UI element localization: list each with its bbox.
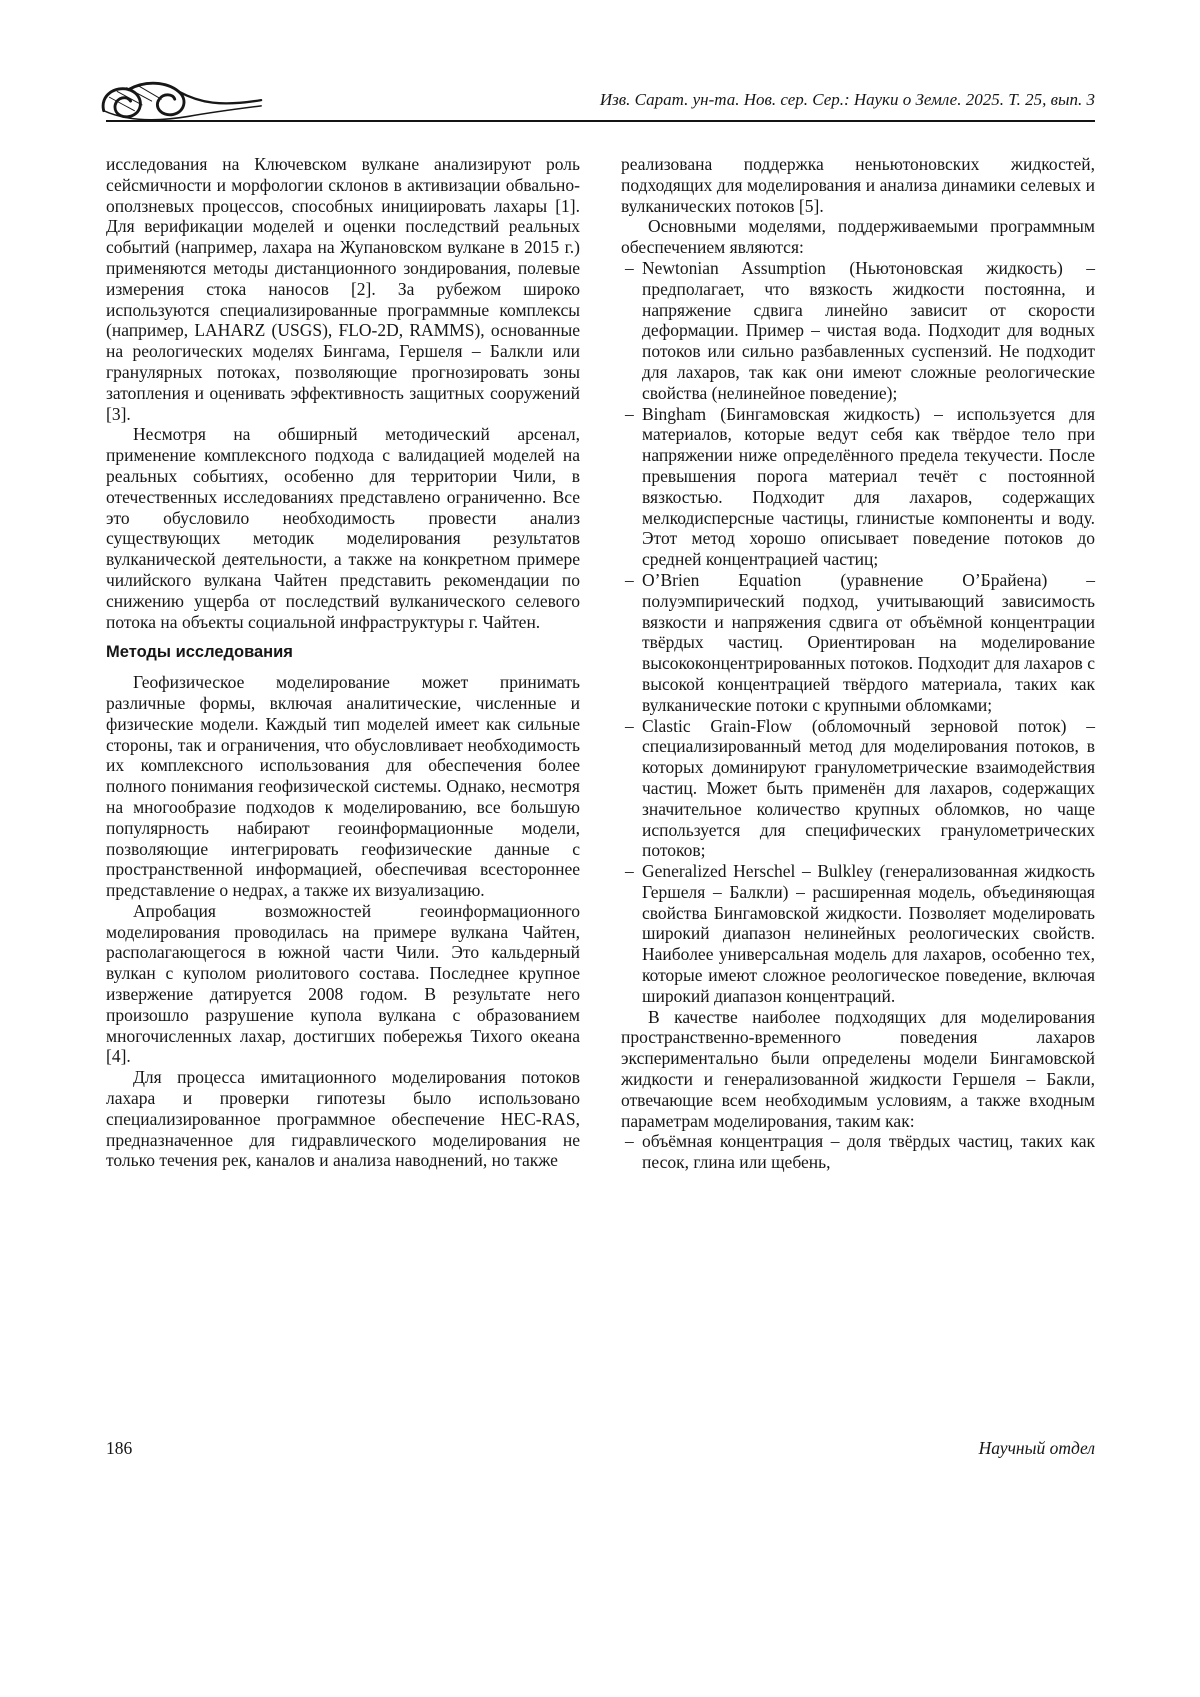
paragraph: реализована поддержка неньютоновских жидкостей, подходящих для моделирования и анализа динамики селевых и вулканических потоков [5].: [621, 154, 1095, 216]
model-list: [621, 258, 1095, 1007]
list-item-text: O’Brien Equation (уравнение О’Брайена) – полуэмпирический подход, учитывающий зависимость вязкости и напряжения сдвига от объёмной концентрации твёрдых частиц. Ориентирован на моделирование высококонцентрированных потоков. Подходит для лахаров с высокой концентрацией твёрдого материала, таких как вулканические потоки с крупными обломками;: [642, 569, 1095, 715]
list-item: [621, 404, 1095, 570]
list-item-text: Newtonian Assumption (Ньютоновская жидкость) – предполагает, что вязкость жидкости постоянна, и напряжение сдвига линейно зависит от скорости деформации. Пример – чистая вода. Подходит для водных потоков или сильно разбавленных суспензий. Не подходит для лахаров, так как они имеют сложные реологические свойства (нелинейное поведение);: [642, 257, 1095, 403]
paragraph: Геофизическое моделирование может принимать различные формы, включая аналитические, численные и физические модели. Каждый тип моделей имеет как сильные стороны, так и ограничения, что обусловливает необходимость их комплексного использования для обеспечения более полного понимания геофизической системы. Однако, несмотря на многообразие подходов к моделированию, все большую популярность набирают геоинформационные модели, позволяющие интегрировать геофизические данные с пространственной информацией, обеспечивая всестороннее представление о недрах, а также их визуализацию.: [106, 672, 580, 901]
paragraph: Основными моделями, поддерживаемыми программным обеспечением являются:: [621, 216, 1095, 258]
list-item-text: объёмная концентрация – доля твёрдых частиц, таких как песок, глина или щебень,: [642, 1131, 1095, 1173]
list-item-text: Generalized Herschel – Bulkley (генерализованная жидкость Гершеля – Балкли) – расширенная модель, объединяющая свойства Бингамовской жидкости. Позволяет моделировать широкий диапазон нелинейных реологических свойств. Наиболее универсальная модель для лахаров, особенно тех, которые имеют сложное реологическое поведение, включая широкий диапазон концентраций.: [642, 861, 1095, 1006]
list-item-text: Clastic Grain-Flow (обломочный зерновой поток) – специализированный метод для моделирования потоков, в которых доминируют гранулометрические взаимодействия частиц. Может быть применён для лахаров, содержащих значительное количество крупных обломков, но чаще используется для специфических гранулометрических потоков;: [642, 715, 1095, 861]
paragraph: исследования на Ключевском вулкане анализируют роль сейсмичности и морфологии склонов в активизации обвально-оползневых процессов, способных инициировать лахары [1]. Для верификации моделей и оценки последствий реальных событий (например, лахара на Жупановском вулкане в 2015 г.) применяются методы дистанционного зондирования, полевые измерения стока наносов [2]. За рубежом широко используются специализированные программные комплексы (например, LAHARZ (USGS), FLO-2D, RAMMS), основанные на реологических моделях Бингама, Гершеля – Балкли или гранулярных потоках, позволяющие прогнозировать зоны затопления и оценивать эффективность защитных сооружений [3].: [106, 154, 580, 424]
paragraph: В качестве наиболее подходящих для моделирования пространственно-временного поведения лахаров экспериментально были определены модели Бингамовской жидкости и генерализованной жидкости Гершеля – Бакли, отвечающие всем необходимым условиям, а также входным параметрам моделирования, таким как:: [621, 1006, 1095, 1131]
header-rule: [106, 120, 1095, 122]
section-heading: Методы исследования: [106, 643, 293, 662]
section-label: Научный отдел: [978, 1438, 1095, 1458]
list-marker: –: [625, 257, 634, 278]
list-item-text: Bingham (Бингамовская жидкость) – используется для материалов, которые ведут себя как твёрдое тело при напряжении ниже определённого предела текучести. После превышения порога материал течёт с постоянной вязкостью. Подходит для лахаров, содержащих мелкодисперсные частицы, глинистые компоненты и воду. Этот метод хорошо описывает поведение потоков до средней концентрацией частиц;: [642, 403, 1095, 570]
page-number: 186: [106, 1438, 133, 1458]
page-footer: [106, 1438, 1095, 1459]
paragraph: Для процесса имитационного моделирования потоков лахара и проверки гипотезы было использовано специализированное программное обеспечение HEC-RAS, предназначенное для гидравлического моделирования не только течения рек, каналов и анализа наводнений, но также: [106, 1067, 580, 1171]
list-item: [621, 258, 1095, 404]
two-column-body: [106, 154, 1095, 1173]
list-marker: –: [625, 861, 634, 882]
list-marker: –: [625, 403, 634, 424]
list-marker: –: [625, 1131, 634, 1152]
list-item: [621, 716, 1095, 862]
list-item: [621, 570, 1095, 716]
right-column: [621, 154, 1095, 1173]
journal-reference: Изв. Сарат. ун-та. Нов. сер. Сер.: Науки о Земле. 2025. Т. 25, вып. 3: [599, 90, 1095, 109]
list-marker: –: [625, 715, 634, 736]
parameter-list: [621, 1131, 1095, 1173]
paragraph: Апробация возможностей геоинформационного моделирования проводилась на примере вулкана Чайтен, располагающегося в южной части Чили. Это кальдерный вулкан с куполом риолитового состава. Последнее крупное извержение датируется 2008 годом. В результате него произошло разрушение купола вулкана с образованием многочисленных лахар, достигших побережья Тихого океана [4].: [106, 900, 580, 1067]
list-marker: –: [625, 569, 634, 590]
list-item: [621, 861, 1095, 1007]
paragraph: Несмотря на обширный методический арсенал, применение комплексного подхода с валидацией моделей на реальных событиях, особенно для территории Чили, в отечественных исследованиях представлено ограниченно. Все это обусловило необходимость провести анализ существующих методик моделирования результатов вулканической деятельности, а также на конкретном примере чилийского вулкана Чайтен представить рекомендации по снижению ущерба от последствий вулканического селевого потока на объекты социальной инфраструктуры г. Чайтен.: [106, 424, 580, 632]
left-column: [106, 154, 580, 1173]
list-item: [621, 1131, 1095, 1173]
